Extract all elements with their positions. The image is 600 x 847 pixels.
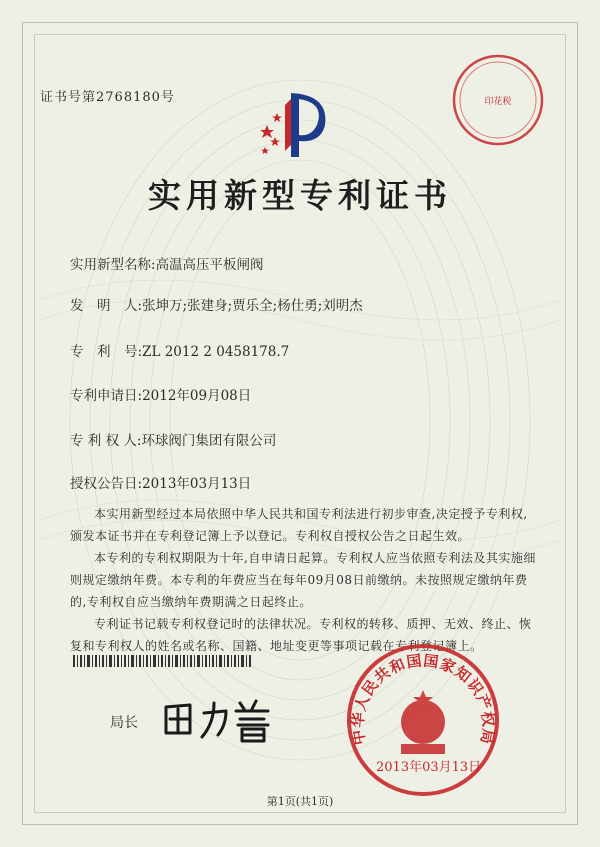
field-utility-name bbox=[70, 253, 264, 273]
field-label: 实用新型名称: bbox=[70, 257, 156, 273]
field-label: 授权公告日: bbox=[70, 476, 143, 492]
sipo-logo-icon bbox=[255, 85, 335, 165]
field-label: 发 明 人: bbox=[70, 298, 143, 314]
field-value: 环球阀门集团有限公司 bbox=[141, 433, 277, 449]
body-paragraph: 专利证书记载专利权登记时的法律状况。专利权的转移、质押、无效、终止、恢复和专利权人的姓名或名称、国籍、地址变更等事项记载在专利登记簿上。 bbox=[70, 617, 532, 653]
field-label: 专 利 权 人: bbox=[70, 433, 142, 449]
certificate-number: 证书号第2768180号 bbox=[40, 90, 175, 105]
director-signature bbox=[160, 695, 280, 743]
field-grant-date bbox=[70, 472, 251, 492]
sipo-seal bbox=[343, 640, 503, 800]
body-paragraph: 本实用新型经过本局依照中华人民共和国专利法进行初步审查,决定授予专利权,颁发本证书并在专利登记簿上予以登记。专利权自授权公告之日起生效。 bbox=[70, 507, 528, 543]
seal-text: 中华人民共和国国家知识产权局 bbox=[348, 651, 498, 747]
field-value: 2012年09月08日 bbox=[142, 388, 252, 404]
field-patentee bbox=[70, 429, 276, 449]
chief-label: 局长 bbox=[110, 715, 138, 731]
tax-stamp-label: 印花税 bbox=[484, 97, 512, 107]
field-patent-number bbox=[70, 340, 289, 360]
field-label: 专 利 号: bbox=[70, 344, 143, 360]
tax-stamp bbox=[448, 50, 548, 150]
seal-date: 2013年03月13日 bbox=[376, 760, 482, 775]
field-value: 高温高压平板闸阀 bbox=[155, 257, 264, 273]
certificate-body bbox=[70, 503, 540, 657]
body-paragraph: 本专利的专利权期限为十年,自申请日起算。专利权人应当依照专利法及其实施细则规定缴纳年费。本专利的年费应当在每年09月08日前缴纳。未按照规定缴纳年费的,专利权自应当缴纳年费期满之日起终止。 bbox=[70, 551, 536, 609]
field-value: 2013年03月13日 bbox=[142, 476, 252, 492]
page-number: 第1页(共1页) bbox=[266, 795, 334, 808]
certificate-title: 实用新型专利证书 bbox=[148, 176, 452, 215]
barcode-icon bbox=[73, 655, 253, 667]
field-label: 专利申请日: bbox=[70, 388, 143, 404]
field-inventors bbox=[70, 294, 363, 314]
field-application-date bbox=[70, 384, 251, 404]
field-value: ZL 2012 2 0458178.7 bbox=[142, 344, 290, 360]
field-value: 张坤万;张建身;贾乐全;杨仕勇;刘明杰 bbox=[142, 298, 363, 314]
